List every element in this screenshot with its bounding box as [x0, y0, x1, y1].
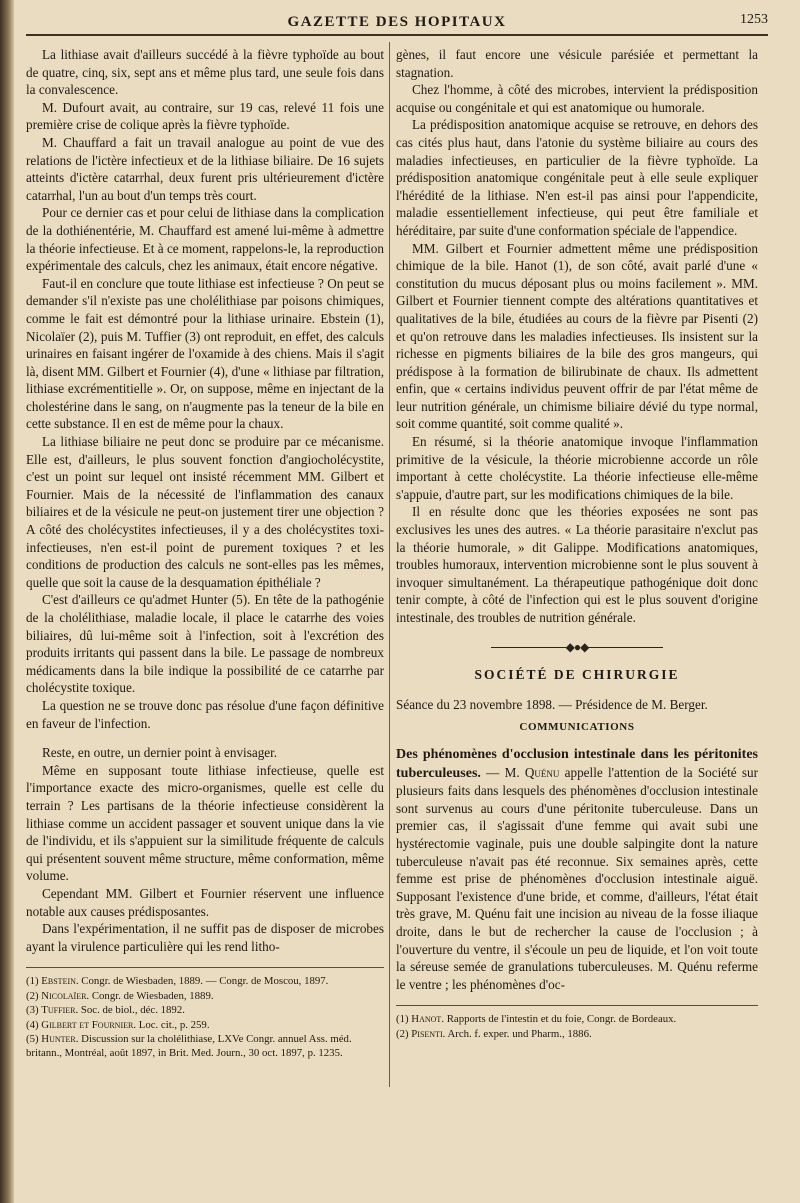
footnote-author: Pisenti. — [411, 1027, 446, 1040]
section-ornament: ◆●◆ — [396, 639, 758, 657]
paragraph: M. Dufourt avait, au contraire, sur 19 cas, relevé 11 fois une première crise de colique après la fièvre typhoïde. — [26, 99, 384, 133]
footnote-number: (2) — [396, 1027, 409, 1040]
footnote-author: Hanot. — [411, 1013, 445, 1026]
column-divider — [389, 42, 390, 1087]
footnote — [396, 1012, 758, 1026]
paragraph: La lithiase biliaire ne peut donc se produire par ce mécanisme. Elle est, d'ailleurs, le plus souvent fonction d'angiocholécystite, c'est un point sur lequel ont insisté récemment MM. Gilbert et Fournier. Mais de la nécessité de l'inflammation des canaux biliaires et de la vésicule ne peut-on justement tirer une objection ? A côté des cholécystites infectieuses, il y a des cholécystites toxi-infectieuses, n'en est-il point de purement toxiques ? et les conditions de production des calculs ne sont-elles pas les mêmes, quelle que soit la cause de la desquamation épithéliale ? — [26, 434, 384, 590]
session-line: Séance du 23 novembre 1898. — Présidence de M. Berger. — [396, 696, 708, 712]
paragraph: Reste, en outre, un dernier point à envisager. — [42, 745, 278, 761]
page-header — [26, 8, 768, 36]
footnote — [396, 1027, 758, 1041]
footnote-text: Congr. de Wiesbaden, 1889. — [91, 989, 214, 1002]
paragraph: Dans l'expérimentation, il ne suffit pas de disposer de microbes ayant la virulence particulière qui les rend litho- — [26, 921, 384, 954]
article-lead: Des phénomènes d'occlusion intestinale dans les péritonites tuberculeuses. — [396, 746, 758, 781]
journal-title: GAZETTE DES HOPITAUX — [287, 14, 507, 30]
paragraph: MM. Gilbert et Fournier admettent même une prédisposition chimique de la bile. Hanot (1), de son côté, avait parlé d'une « constitution du mucus déposant plus ou moins facilement ». MM. Gilbert et Fournier tiennent compte des altérations quantitatives et qualitatives de la bile, étudiées au cours de la fièvre par Pisenti (2) et qu'on retrouve dans les maladies infectieuses. Ils insistent sur la richesse en pigments biliaires de la bile des gros mangeurs, qui prédispose à la formation de bilirubinate de chaux. Ils admettent enfin, que « certains individus peuvent offrir de par l'état même de leur nutrition générale, un chimisme biliaire dévié du type normal, soit comme quantité, soit comme qualité ». — [396, 240, 758, 432]
footnote-author: Nicolaïer. — [41, 989, 90, 1002]
paragraph: Même en supposant toute lithiase infectieuse, quelle est l'importance exacte des micro-organismes, quelle est celle du terrain ? Les partisans de la théorie infectieuse considèrent la lithiase comme un accident passager et souvent unique dans la vie de l'individu, et ils s'appuient sur la similitude fréquente de calculs qui présentent souvent même structure, même conformation, même volume. — [26, 762, 384, 884]
footnote-text: Congr. de Wiesbaden, 1889. — Congr. de Moscou, 1897. — [81, 975, 329, 988]
footnote-text: Loc. cit., p. 259. — [138, 1018, 210, 1031]
paragraph: gènes, il faut encore une vésicule parésiée et permettant la stagnation. — [396, 47, 758, 80]
paragraph: C'est d'ailleurs ce qu'admet Hunter (5). En tête de la pathogénie de la cholélithiase, maladie locale, il place le catarrhe des voies biliaires, dû lui-même soit à l'infection, soit à l'excrétion des produits irritants qui passent dans la bile. Le passage de nombreux médicaments dans la bile indique la possibilité de ce catarrhe par cholécystite toxique. — [26, 592, 384, 696]
section-title: SOCIÉTÉ DE CHIRURGIE — [474, 667, 680, 683]
footnote-author: Hunter. — [41, 1032, 79, 1045]
right-column — [396, 46, 758, 1041]
footnote-author: Gilbert et Fournier. — [41, 1018, 137, 1031]
footnote — [26, 974, 384, 988]
footnote-number: (1) — [396, 1013, 409, 1026]
paragraph: La lithiase avait d'ailleurs succédé à la fièvre typhoïde au bout de quatre, cinq, six, sept ans et même plus tard, une seule fois dans la convalescence. — [26, 47, 384, 98]
footnote-text: Soc. de biol., déc. 1892. — [80, 1004, 185, 1017]
footnote — [26, 1018, 384, 1032]
footnote-text: Discussion sur la cholélithiase, LXVe Congr. annuel Ass. méd. britann., Montréal, août 1897, in Brit. Med. Journ., 30 oct. 1897, p. 1235. — [26, 1032, 352, 1060]
paragraph: Faut-il en conclure que toute lithiase est infectieuse ? On peut se demander s'il n'existe pas une cholélithiase par poisons chimiques, comme le fait est démontré pour la lithiase urinaire. Ebstein (1), Nicolaïer (2), puis M. Tuffier (3) ont reproduit, en effet, des calculs urinaires en faisant ingérer de l'oxamide à des chiens. Mais il s'agit là, disent MM. Gilbert et Fournier (4), d'une « lithiase par filtration, lithiase excrémentitielle ». Or, on suppose, même en injectant de la cholestérine dans le sang, on n'augmente pas la teneur de la bile en cette substance. Il en est de même pour la chaux. — [26, 275, 384, 432]
footnote-number: (5) — [26, 1032, 39, 1045]
paragraph: En résumé, si la théorie anatomique invoque l'inflammation primitive de la vésicule, la théorie microbienne accorde un rôle important à cette cholécystite. La théorie infectieuse elle-même s'appuie, d'autre part, sur les modifications chimiques de la bile. — [396, 434, 758, 502]
article-speaker: — M. Quénu — [486, 764, 560, 780]
footnote-text: Rapports de l'intestin et du foie, Congr. de Bordeaux. — [446, 1013, 677, 1026]
book-spine-edge — [0, 0, 14, 1203]
left-column — [26, 46, 384, 1061]
footnote-text: Arch. f. exper. und Pharm., 1886. — [447, 1027, 592, 1040]
footnote — [26, 1003, 384, 1017]
footnote-number: (1) — [26, 975, 39, 988]
right-footnotes — [396, 1005, 758, 1041]
footnote-number: (4) — [26, 1018, 39, 1031]
page-number: 1253 — [740, 12, 768, 27]
footnote — [26, 1032, 384, 1061]
footnote-author: Ebstein. — [41, 975, 79, 988]
footnote-author: Tuffier. — [41, 1004, 79, 1017]
subsection-title: COMMUNICATIONS — [519, 721, 635, 734]
paragraph: Cependant MM. Gilbert et Fournier réservent une influence notable aux causes prédisposantes. — [26, 885, 384, 919]
paragraph: Chez l'homme, à côté des microbes, intervient la prédisposition acquise ou congénitale et qui est anatomique ou humorale. — [396, 82, 758, 115]
footnote-number: (3) — [26, 1004, 39, 1017]
paragraph: Il en résulte donc que les théories exposées ne sont pas exclusives les unes des autres. « La théorie parasitaire n'exclut pas la théorie humorale, » dit Galippe. Modifications anatomiques, troubles humoraux, intervention microbienne sont le plus souvent à invoquer simultanément. La thérapeutique pathogénique doit donc tenir compte, à côté de l'infection qui est le plus souvent d'origine intestinale, des troubles de nutrition générale. — [396, 504, 758, 625]
paragraph: La prédisposition anatomique acquise se retrouve, en dehors des cas cités plus haut, dans l'atonie du système biliaire au cours des maladies infectieuses, en particulier de la fièvre typhoïde. La prédisposition anatomique congénitale peut à elle seule expliquer l'hérédité de la lithiase. N'en est-il pas ainsi pour l'appendicite, maladie essentiellement infectieuse, qui peut être familiale et héréditaire, par suite d'une conformation spéciale de l'appendice. — [396, 117, 758, 238]
left-footnotes — [26, 967, 384, 1060]
footnote-number: (2) — [26, 989, 39, 1002]
article-text: appelle l'attention de la Société sur plusieurs faits dans lesquels des phénomènes d'occlusion intestinale sont survenus au cours d'une péritonite tuberculeuse. Dans un premier cas, il s'agissait d'une femme qui avait subi une hystérectomie vaginale, puis une double salpingite dont la nature tuberculeuse n'avait pas été reconnue. Six semaines après, cette femme est prise de phénomènes d'occlusion intestinale aiguë. Supposant l'existence d'une bride, et comme, d'ailleurs, l'état était très grave, M. Quénu fait une incision au niveau de la fosse iliaque droite, dans le but de rechercher la cause de l'occlusion ; à l'ouverture du ventre, il s'écoule un peu de liquide, et l'on voit toute la séreuse semée de granulations tuberculeuses. M. Quénu referme le ventre ; les phénomènes d'oc- — [396, 764, 759, 992]
paragraph: M. Chauffard a fait un travail analogue au point de vue des relations de l'ictère infectieux et de la lithiase biliaire. De 16 sujets atteints d'ictère catarrhal, deux furent pris ultérieurement d'ictère catarrhal, l'un au bout d'un temps très court. — [26, 134, 384, 203]
article-paragraph — [396, 745, 758, 993]
footnote — [26, 989, 384, 1003]
paragraph: La question ne se trouve donc pas résolue d'une façon définitive en faveur de l'infection. — [26, 697, 384, 731]
paragraph: Pour ce dernier cas et pour celui de lithiase dans la complication de la dothiénentérie, M. Chauffard est amené lui-même à admettre la théorie infectieuse. Et à ce moment, rappelons-le, la reproduction expérimentale des calculs, chez les animaux, était encore négative. — [26, 205, 384, 274]
